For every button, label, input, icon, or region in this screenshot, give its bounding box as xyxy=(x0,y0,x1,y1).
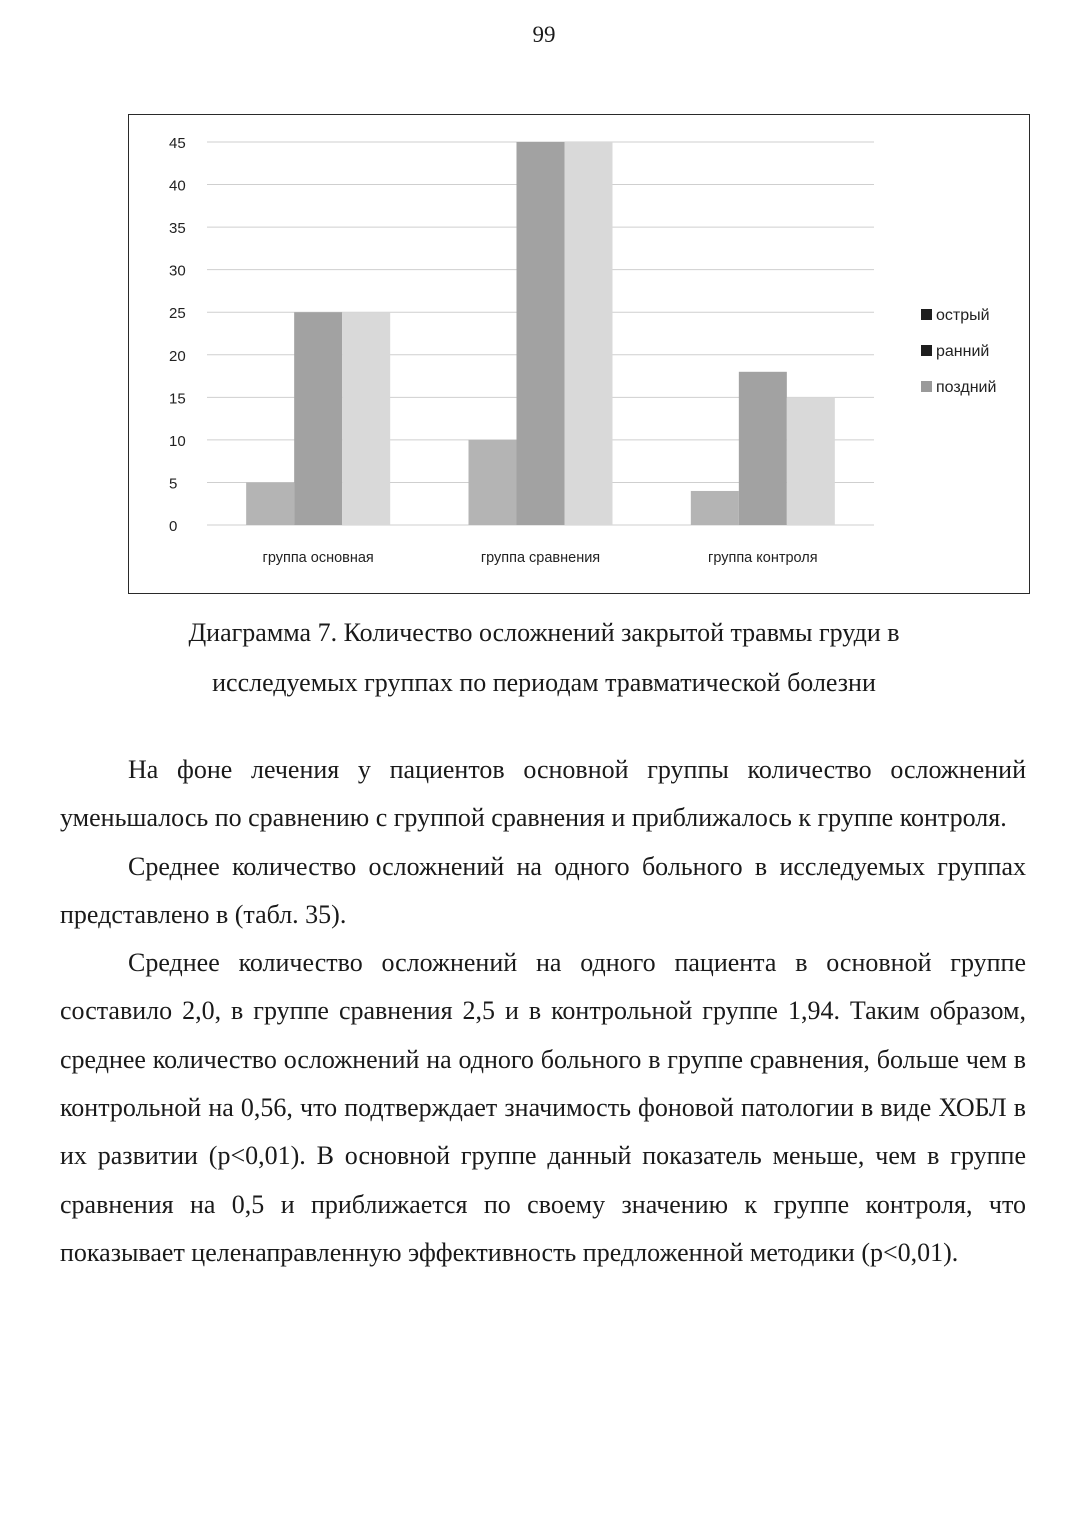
legend-swatch xyxy=(921,309,932,320)
caption-line-2: исследуемых группах по периодам травматической болезни xyxy=(212,668,876,697)
bar-ранний xyxy=(739,372,787,525)
y-tick-label: 30 xyxy=(169,262,186,280)
bar-острый xyxy=(469,440,517,525)
bar-поздний xyxy=(565,142,613,525)
y-tick-label: 45 xyxy=(169,135,186,152)
y-tick-label: 5 xyxy=(169,475,178,493)
x-category-label: группа контроля xyxy=(708,550,818,566)
y-tick-label: 40 xyxy=(169,177,186,195)
paragraph-2: Среднее количество осложнений на одного больного в исследуемых группах представлено в (табл. 35). xyxy=(60,851,1026,929)
y-tick-label: 35 xyxy=(169,220,186,238)
y-axis-ticks xyxy=(169,135,186,535)
paragraph-1: На фоне лечения у пациентов основной группы количество осложнений уменьшалось по сравнению с группой сравнения и приближалось к группе контроля. xyxy=(60,755,1026,833)
x-category-label: группа основная xyxy=(262,550,374,566)
caption-line-1: Диаграмма 7. Количество осложнений закрытой травмы груди в xyxy=(188,618,900,647)
y-tick-label: 10 xyxy=(169,432,186,450)
y-tick-label: 20 xyxy=(169,347,186,365)
legend-label: острый xyxy=(936,307,990,324)
bar-острый xyxy=(246,482,294,525)
y-tick-label: 25 xyxy=(169,305,186,323)
legend-swatch xyxy=(921,381,932,392)
bar-острый xyxy=(691,491,739,525)
legend-label: поздний xyxy=(936,379,997,396)
chart-bars xyxy=(246,142,835,525)
y-tick-label: 0 xyxy=(169,518,178,535)
bar-поздний xyxy=(342,312,390,525)
y-tick-label: 15 xyxy=(169,390,186,408)
bar-ранний xyxy=(294,312,342,525)
chart-svg xyxy=(129,115,1028,592)
paragraph-3: Среднее количество осложнений на одного пациента в основной группе составило 2,0, в группе сравнения 2,5 и в контрольной группе 1,94. Таким образом, среднее количество осложнений на одного больного в группе сравнения, больше чем в контрольной на 0,56, что подтверждает значимость фоновой патологии в виде ХОБЛ в их развитии (р<0,01). В основной группе данный показатель меньше, чем в группе сравнения на 0,5 и приближается по своему значению к группе контроля, что показывает целенаправленную эффективность предложенной методики (р<0,01). xyxy=(60,948,1026,1267)
bar-поздний xyxy=(787,397,835,525)
x-category-label: группа сравнения xyxy=(480,550,601,566)
x-axis-categories xyxy=(263,550,818,566)
legend-swatch xyxy=(921,345,932,356)
bar-chart xyxy=(128,114,1030,594)
page-number: 99 xyxy=(532,22,556,47)
chart-legend xyxy=(921,307,996,396)
body-text xyxy=(60,746,1026,1277)
legend-label: ранний xyxy=(936,343,990,360)
figure-caption xyxy=(100,608,988,708)
bar-ранний xyxy=(517,142,565,525)
